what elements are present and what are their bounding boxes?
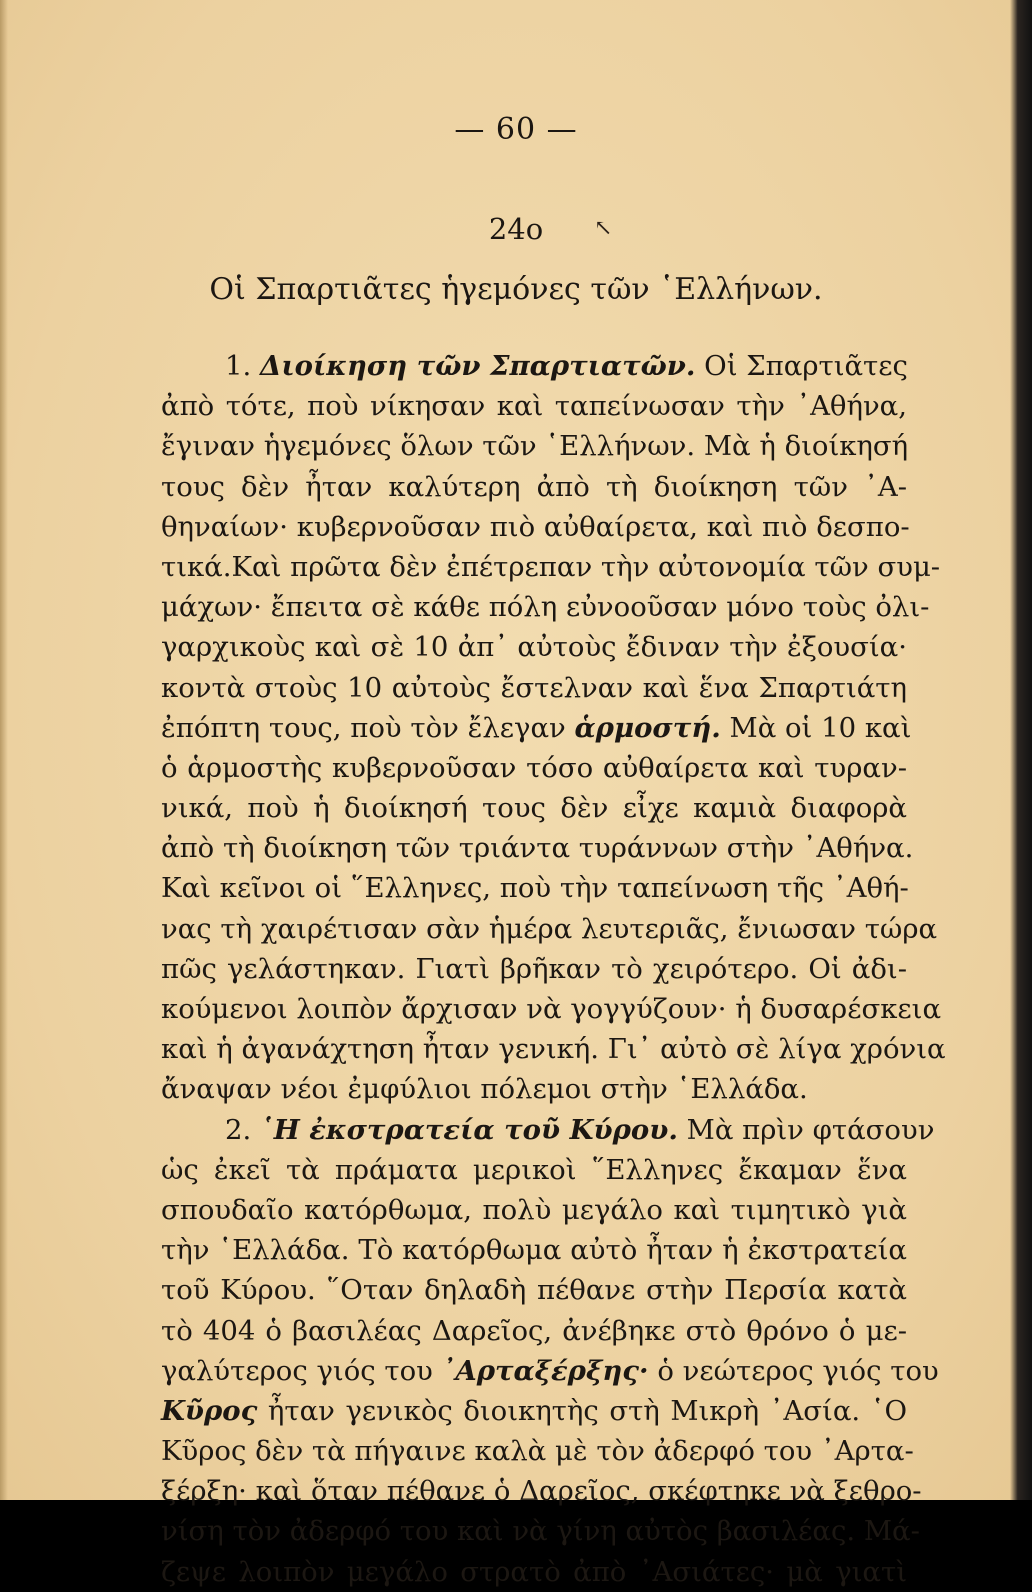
paragraph-line: τὴν ῾Ελλάδα. Τὸ κατόρθωμα αὐτὸ ἦταν ἡ ἐκστρατεία [161, 1234, 907, 1267]
paragraph-line: πῶς γελάστηκαν. Γιατὶ βρῆκαν τὸ χειρότερο. Οἱ ἀδι- [161, 952, 907, 985]
paragraph-line [161, 708, 912, 748]
section-heading: Διοίκηση τῶν Σπαρτιατῶν. [260, 350, 696, 382]
paragraph-line: τους δὲν ἦταν καλύτερη ἀπὸ τὴ διοίκηση τῶν ᾽Α- [161, 470, 907, 503]
paragraph-line [161, 1391, 907, 1431]
chapter-mark: ↖ [594, 216, 613, 241]
line-text: ὁ νεώτερος γιός του [657, 1354, 939, 1387]
line-text: ἦταν γενικὸς διοικητὴς στὴ Μικρὴ ᾽Ασία. ῾Ο [267, 1394, 907, 1427]
paragraph-line: κούμενοι λοιπὸν ἄρχισαν νὰ γογγύζουν· ἡ δυσαρέσκεια [161, 993, 942, 1025]
paragraph-line: ἀπὸ τὴ διοίκηση τῶν τριάντα τυράννων στὴν ᾽Αθήνα. [161, 832, 914, 865]
paragraph-line: νας τὴ χαιρέτισαν σὰν ἡμέρα λευτεριᾶς, ἔνιωσαν τώρα [161, 912, 938, 945]
paragraph-line: Καὶ κεῖνοι οἱ ῞Ελληνες, ποὺ τὴν ταπείνωση τῆς ᾽Αθή- [161, 872, 909, 905]
line-text: Μὰ πρὶν φτάσουν [686, 1113, 935, 1146]
section-number: 2. [225, 1113, 252, 1146]
emphasized-term: Κῦρος [161, 1394, 258, 1427]
line-text: Μὰ οἱ 10 καὶ [729, 711, 912, 744]
paragraph-line: ὁ ἁρμοστὴς κυβερνοῦσαν τόσο αὐθαίρετα καὶ τυραν- [161, 751, 907, 784]
paragraph-line: ζεψε λοιπὸν μεγάλο στρατὸ ἀπὸ ᾽Ασιάτες· μὰ γιατὶ [161, 1555, 907, 1588]
paragraph-line: ἄναψαν νέοι ἐμφύλιοι πόλεμοι στὴν ῾Ελλάδα. [161, 1073, 808, 1106]
line-text: γαλύτερος γιός του [161, 1354, 433, 1387]
section-heading: ῾Η ἐκστρατεία τοῦ Κύρου. [260, 1113, 678, 1146]
paragraph-line: καὶ ἡ ἀγανάχτηση ἦταν γενική. Γι᾽ αὐτὸ σὲ λίγα χρόνια [161, 1033, 946, 1066]
paragraph-line: τοῦ Κύρου. ῞Οταν δηλαδὴ πέθανε στὴν Περσία κατὰ [161, 1274, 907, 1307]
paragraph-line: σπουδαῖο κατόρθωμα, πολὺ μεγάλο καὶ τιμητικὸ γιὰ [161, 1193, 907, 1226]
paragraph-line: τικά.Καὶ πρῶτα δὲν ἐπέτρεπαν τὴν αὐτονομία τῶν συμ- [161, 550, 941, 583]
emphasized-term: ἁρμοστή. [574, 711, 721, 744]
paragraph-line: θηναίων· κυβερνοῦσαν πιὸ αὐθαίρετα, καὶ πιὸ δεσπο- [161, 510, 910, 543]
paragraph-line: ἔγιναν ἡγεμόνες ὅλων τῶν ῾Ελλήνων. Μὰ ἡ διοίκησή [161, 430, 909, 463]
paragraph-line: τὸ 404 ὁ βασιλέας Δαρεῖος, ἀνέβηκε στὸ θρόνο ὁ με- [161, 1314, 907, 1347]
paragraph-line [161, 1110, 935, 1150]
paragraph-line: ξέρξη· καὶ ὅταν πέθανε ὁ Δαρεῖος, σκέφτηκε νὰ ξεθρο- [161, 1475, 922, 1508]
paragraph-line: ὡς ἐκεῖ τὰ πράματα μερικοὶ ῞Ελληνες ἔκαμαν ἕνα [161, 1153, 907, 1186]
paragraph-line: γαρχικοὺς καὶ σὲ 10 ἀπ᾽ αὐτοὺς ἔδιναν τὴν ἐξουσία· [161, 631, 907, 664]
chapter-title: Οἱ Σπαρτιᾶτες ἡγεμόνες τῶν ῾Ελλήνων. [209, 272, 823, 307]
emphasized-term: ᾽Αρταξέρξης· [441, 1354, 649, 1387]
section-number: 1. [225, 350, 252, 382]
paragraph-line: κοντὰ στοὺς 10 αὐτοὺς ἔστελναν καὶ ἕνα Σπαρτιάτη [161, 671, 907, 704]
paragraph-line [161, 346, 907, 386]
page-number: — 60 — [454, 112, 578, 147]
body-text [161, 346, 946, 1592]
paragraph-line: ἀπὸ τότε, ποὺ νίκησαν καὶ ταπείνωσαν τὴν ᾽Αθήνα, [161, 390, 907, 423]
paragraph-line [161, 1351, 939, 1391]
paragraph-line: μάχων· ἔπειτα σὲ κάθε πόλη εὐνοοῦσαν μόνο τοὺς ὀλι- [161, 591, 930, 624]
paragraph-line: Κῦρος δὲν τὰ πήγαινε καλὰ μὲ τὸν ἀδερφό του ᾽Αρτα- [161, 1435, 914, 1468]
line-text: Οἱ Σπαρτιᾶτες [704, 350, 908, 382]
line-text: ἐπόπτη τους, ποὺ τὸν ἔλεγαν [161, 711, 566, 744]
chapter-number: 24ο [488, 212, 544, 246]
paragraph-line: νίση τὸν ἀδερφό του καὶ νὰ γίνη αὐτὸς βασιλέας. Μά- [161, 1515, 920, 1548]
paragraph-line: νικά, ποὺ ἡ διοίκησή τους δὲν εἶχε καμιὰ διαφορὰ [161, 792, 907, 825]
